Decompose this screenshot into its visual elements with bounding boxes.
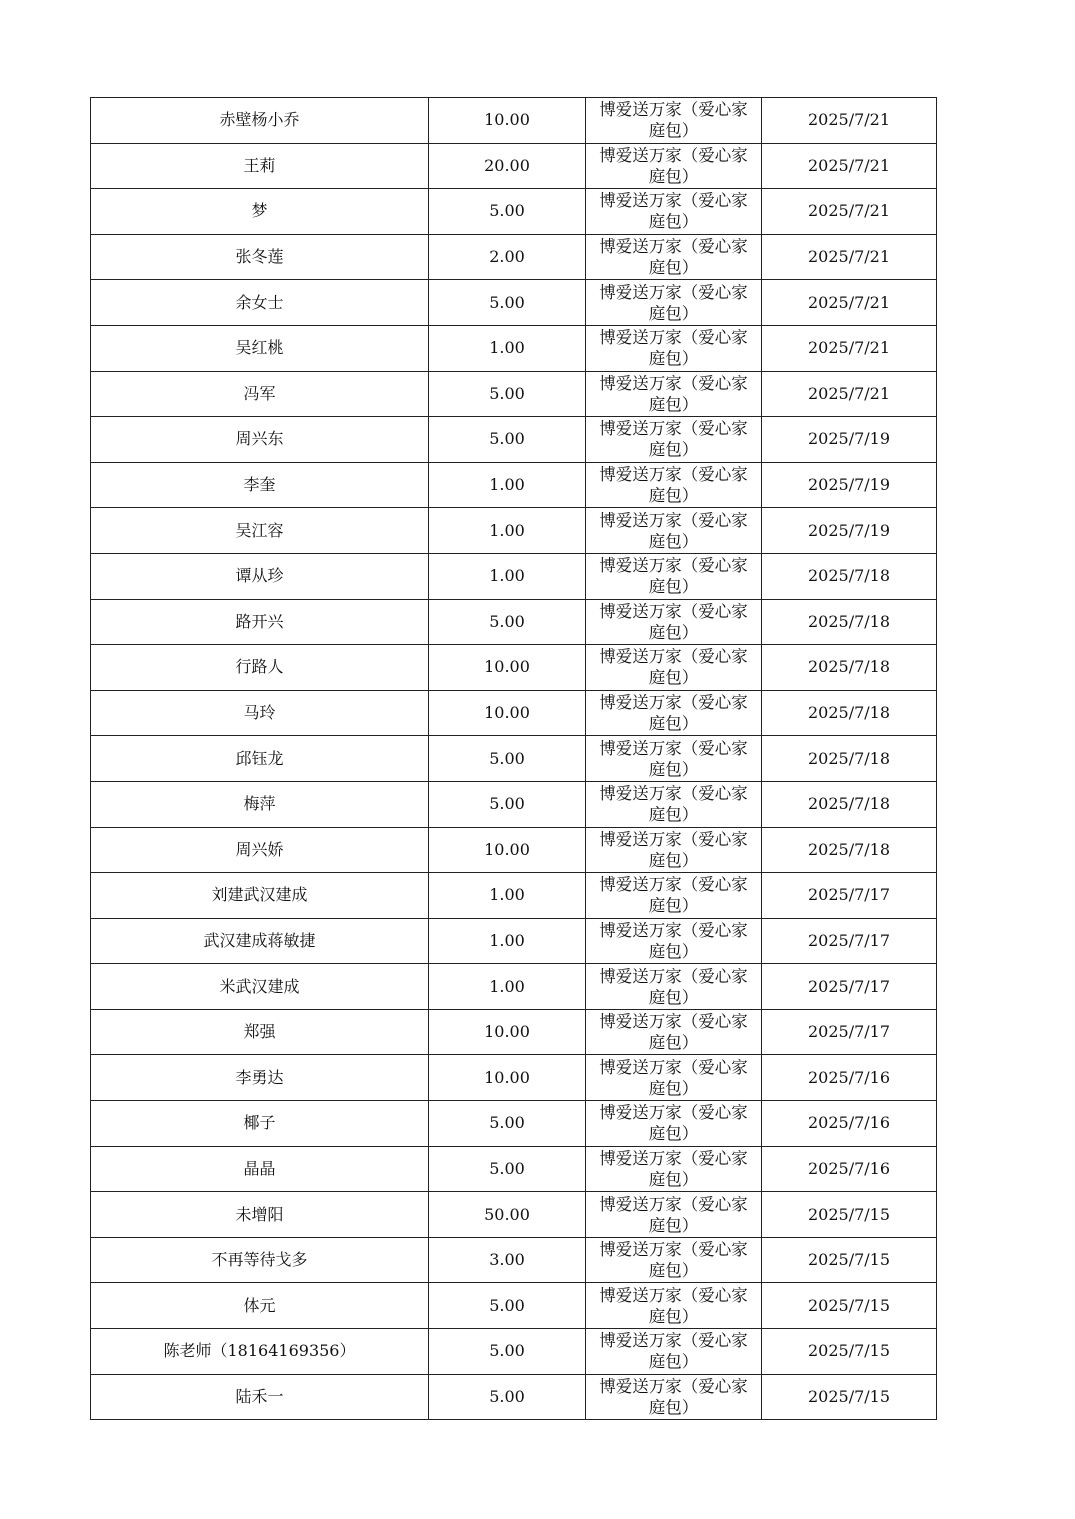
amount-cell: 5.00 xyxy=(429,371,586,417)
project-cell xyxy=(586,1374,762,1420)
date-cell: 2025/7/18 xyxy=(762,690,937,736)
amount-cell: 1.00 xyxy=(429,462,586,508)
date-cell: 2025/7/18 xyxy=(762,645,937,691)
project-line-2: 庭包） xyxy=(648,805,699,825)
project-line-2: 庭包） xyxy=(648,759,699,779)
table-row xyxy=(91,143,937,189)
date-cell: 2025/7/17 xyxy=(762,873,937,919)
project-line-2: 庭包） xyxy=(648,1078,699,1098)
table-row xyxy=(91,417,937,463)
table-row xyxy=(91,873,937,919)
project-line-2: 庭包） xyxy=(648,440,699,460)
donor-name-cell: 谭从珍 xyxy=(91,553,429,599)
donor-name-cell: 路开兴 xyxy=(91,599,429,645)
project-line-2: 庭包） xyxy=(648,258,699,278)
project-cell xyxy=(586,827,762,873)
amount-cell: 10.00 xyxy=(429,1055,586,1101)
amount-cell: 5.00 xyxy=(429,1146,586,1192)
project-line-1: 博爱送万家（爱心家 xyxy=(599,1148,748,1168)
project-line-1: 博爱送万家（爱心家 xyxy=(599,1285,748,1305)
date-cell: 2025/7/21 xyxy=(762,280,937,326)
project-line-2: 庭包） xyxy=(648,166,699,186)
table-row xyxy=(91,462,937,508)
project-line-2: 庭包） xyxy=(648,1261,699,1281)
donor-name-cell: 周兴娇 xyxy=(91,827,429,873)
table-row xyxy=(91,1055,937,1101)
donor-name-cell: 晶晶 xyxy=(91,1146,429,1192)
project-line-2: 庭包） xyxy=(648,1169,699,1189)
date-cell: 2025/7/16 xyxy=(762,1055,937,1101)
table-row xyxy=(91,599,937,645)
table-row xyxy=(91,553,937,599)
donor-name-cell: 不再等待戈多 xyxy=(91,1237,429,1283)
project-line-1: 博爱送万家（爱心家 xyxy=(599,237,748,257)
project-cell xyxy=(586,690,762,736)
amount-cell: 1.00 xyxy=(429,508,586,554)
date-cell: 2025/7/15 xyxy=(762,1192,937,1238)
project-cell xyxy=(586,1009,762,1055)
donation-table xyxy=(90,97,937,1420)
date-cell: 2025/7/21 xyxy=(762,98,937,144)
donor-name-cell: 体元 xyxy=(91,1283,429,1329)
table-row xyxy=(91,645,937,691)
date-cell: 2025/7/19 xyxy=(762,462,937,508)
donor-name-cell: 未增阳 xyxy=(91,1192,429,1238)
table-row xyxy=(91,1192,937,1238)
amount-cell: 1.00 xyxy=(429,553,586,599)
project-line-1: 博爱送万家（爱心家 xyxy=(599,556,748,576)
donor-name-cell: 吴红桃 xyxy=(91,325,429,371)
project-cell xyxy=(586,371,762,417)
project-cell xyxy=(586,599,762,645)
date-cell: 2025/7/21 xyxy=(762,325,937,371)
amount-cell: 1.00 xyxy=(429,325,586,371)
project-line-1: 博爱送万家（爱心家 xyxy=(599,1057,748,1077)
amount-cell: 1.00 xyxy=(429,873,586,919)
table-row xyxy=(91,1009,937,1055)
project-line-2: 庭包） xyxy=(648,394,699,414)
project-line-1: 博爱送万家（爱心家 xyxy=(599,419,748,439)
donor-name-cell: 梅萍 xyxy=(91,781,429,827)
project-line-2: 庭包） xyxy=(648,303,699,323)
date-cell: 2025/7/17 xyxy=(762,1009,937,1055)
project-line-1: 博爱送万家（爱心家 xyxy=(599,328,748,348)
project-line-2: 庭包） xyxy=(648,121,699,141)
table-row xyxy=(91,325,937,371)
date-cell: 2025/7/18 xyxy=(762,827,937,873)
project-cell xyxy=(586,1329,762,1375)
donor-name-cell: 马玲 xyxy=(91,690,429,736)
table-row xyxy=(91,189,937,235)
date-cell: 2025/7/18 xyxy=(762,736,937,782)
donor-name-cell: 余女士 xyxy=(91,280,429,326)
donor-name-cell: 刘建武汉建成 xyxy=(91,873,429,919)
donation-table-body xyxy=(91,98,937,1420)
project-line-1: 博爱送万家（爱心家 xyxy=(599,282,748,302)
amount-cell: 5.00 xyxy=(429,1329,586,1375)
project-line-2: 庭包） xyxy=(648,1033,699,1053)
date-cell: 2025/7/16 xyxy=(762,1146,937,1192)
project-line-1: 博爱送万家（爱心家 xyxy=(599,920,748,940)
project-cell xyxy=(586,1055,762,1101)
date-cell: 2025/7/21 xyxy=(762,234,937,280)
project-cell xyxy=(586,873,762,919)
amount-cell: 3.00 xyxy=(429,1237,586,1283)
amount-cell: 5.00 xyxy=(429,1101,586,1147)
project-cell xyxy=(586,325,762,371)
project-line-1: 博爱送万家（爱心家 xyxy=(599,465,748,485)
amount-cell: 20.00 xyxy=(429,143,586,189)
project-cell xyxy=(586,553,762,599)
project-line-1: 博爱送万家（爱心家 xyxy=(599,1194,748,1214)
date-cell: 2025/7/18 xyxy=(762,553,937,599)
donor-name-cell: 赤壁杨小乔 xyxy=(91,98,429,144)
project-line-2: 庭包） xyxy=(648,896,699,916)
date-cell: 2025/7/18 xyxy=(762,599,937,645)
project-line-1: 博爱送万家（爱心家 xyxy=(599,191,748,211)
donor-name-cell: 李勇达 xyxy=(91,1055,429,1101)
project-line-1: 博爱送万家（爱心家 xyxy=(599,145,748,165)
project-line-1: 博爱送万家（爱心家 xyxy=(599,784,748,804)
donor-name-cell: 邱钰龙 xyxy=(91,736,429,782)
table-row xyxy=(91,1283,937,1329)
amount-cell: 10.00 xyxy=(429,1009,586,1055)
project-line-2: 庭包） xyxy=(648,486,699,506)
project-line-2: 庭包） xyxy=(648,1124,699,1144)
project-line-2: 庭包） xyxy=(648,1352,699,1372)
project-line-2: 庭包） xyxy=(648,714,699,734)
donor-name-cell: 米武汉建成 xyxy=(91,964,429,1010)
project-cell xyxy=(586,1192,762,1238)
date-cell: 2025/7/17 xyxy=(762,918,937,964)
donor-name-cell: 梦 xyxy=(91,189,429,235)
date-cell: 2025/7/17 xyxy=(762,964,937,1010)
table-row xyxy=(91,234,937,280)
project-line-1: 博爱送万家（爱心家 xyxy=(599,693,748,713)
project-line-2: 庭包） xyxy=(648,941,699,961)
amount-cell: 5.00 xyxy=(429,189,586,235)
donor-name-cell: 武汉建成蒋敏捷 xyxy=(91,918,429,964)
project-line-2: 庭包） xyxy=(648,668,699,688)
amount-cell: 2.00 xyxy=(429,234,586,280)
donor-name-cell: 陈老师（18164169356） xyxy=(91,1329,429,1375)
project-line-1: 博爱送万家（爱心家 xyxy=(599,1376,748,1396)
amount-cell: 5.00 xyxy=(429,781,586,827)
amount-cell: 5.00 xyxy=(429,280,586,326)
table-row xyxy=(91,918,937,964)
project-line-1: 博爱送万家（爱心家 xyxy=(599,1103,748,1123)
amount-cell: 5.00 xyxy=(429,1374,586,1420)
date-cell: 2025/7/15 xyxy=(762,1237,937,1283)
date-cell: 2025/7/15 xyxy=(762,1329,937,1375)
table-row xyxy=(91,1146,937,1192)
table-row xyxy=(91,690,937,736)
project-line-2: 庭包） xyxy=(648,1215,699,1235)
project-line-1: 博爱送万家（爱心家 xyxy=(599,966,748,986)
amount-cell: 10.00 xyxy=(429,98,586,144)
amount-cell: 5.00 xyxy=(429,599,586,645)
project-cell xyxy=(586,143,762,189)
donor-name-cell: 椰子 xyxy=(91,1101,429,1147)
project-line-1: 博爱送万家（爱心家 xyxy=(599,875,748,895)
donor-name-cell: 王莉 xyxy=(91,143,429,189)
table-row xyxy=(91,736,937,782)
amount-cell: 1.00 xyxy=(429,918,586,964)
project-line-2: 庭包） xyxy=(648,1306,699,1326)
project-cell xyxy=(586,98,762,144)
table-row xyxy=(91,1329,937,1375)
project-line-1: 博爱送万家（爱心家 xyxy=(599,829,748,849)
project-line-1: 博爱送万家（爱心家 xyxy=(599,1331,748,1351)
project-line-2: 庭包） xyxy=(648,577,699,597)
table-row xyxy=(91,280,937,326)
project-cell xyxy=(586,189,762,235)
date-cell: 2025/7/15 xyxy=(762,1283,937,1329)
project-cell xyxy=(586,234,762,280)
amount-cell: 1.00 xyxy=(429,964,586,1010)
donor-name-cell: 吴江容 xyxy=(91,508,429,554)
table-row xyxy=(91,508,937,554)
project-line-2: 庭包） xyxy=(648,850,699,870)
donor-name-cell: 张冬莲 xyxy=(91,234,429,280)
table-row xyxy=(91,1237,937,1283)
donor-name-cell: 陆禾一 xyxy=(91,1374,429,1420)
amount-cell: 10.00 xyxy=(429,827,586,873)
project-cell xyxy=(586,1146,762,1192)
donor-name-cell: 李奎 xyxy=(91,462,429,508)
table-row xyxy=(91,781,937,827)
date-cell: 2025/7/21 xyxy=(762,143,937,189)
project-line-1: 博爱送万家（爱心家 xyxy=(599,1012,748,1032)
project-line-2: 庭包） xyxy=(648,1397,699,1417)
donor-name-cell: 行路人 xyxy=(91,645,429,691)
date-cell: 2025/7/21 xyxy=(762,371,937,417)
project-cell xyxy=(586,1101,762,1147)
table-row xyxy=(91,964,937,1010)
project-line-1: 博爱送万家（爱心家 xyxy=(599,738,748,758)
project-cell xyxy=(586,508,762,554)
project-line-1: 博爱送万家（爱心家 xyxy=(599,1240,748,1260)
project-line-1: 博爱送万家（爱心家 xyxy=(599,373,748,393)
project-cell xyxy=(586,1283,762,1329)
donor-name-cell: 郑强 xyxy=(91,1009,429,1055)
project-line-2: 庭包） xyxy=(648,622,699,642)
project-cell xyxy=(586,280,762,326)
project-cell xyxy=(586,462,762,508)
project-cell xyxy=(586,645,762,691)
project-cell xyxy=(586,964,762,1010)
project-cell xyxy=(586,918,762,964)
project-cell xyxy=(586,736,762,782)
project-line-1: 博爱送万家（爱心家 xyxy=(599,510,748,530)
date-cell: 2025/7/19 xyxy=(762,417,937,463)
project-line-2: 庭包） xyxy=(648,349,699,369)
project-cell xyxy=(586,1237,762,1283)
project-line-1: 博爱送万家（爱心家 xyxy=(599,647,748,667)
project-line-2: 庭包） xyxy=(648,987,699,1007)
project-line-2: 庭包） xyxy=(648,531,699,551)
amount-cell: 10.00 xyxy=(429,690,586,736)
donor-name-cell: 周兴东 xyxy=(91,417,429,463)
donor-name-cell: 冯军 xyxy=(91,371,429,417)
table-row xyxy=(91,1374,937,1420)
date-cell: 2025/7/19 xyxy=(762,508,937,554)
project-cell xyxy=(586,417,762,463)
table-row xyxy=(91,98,937,144)
amount-cell: 10.00 xyxy=(429,645,586,691)
amount-cell: 5.00 xyxy=(429,736,586,782)
table-row xyxy=(91,371,937,417)
date-cell: 2025/7/16 xyxy=(762,1101,937,1147)
table-row xyxy=(91,827,937,873)
table-row xyxy=(91,1101,937,1147)
date-cell: 2025/7/15 xyxy=(762,1374,937,1420)
amount-cell: 50.00 xyxy=(429,1192,586,1238)
amount-cell: 5.00 xyxy=(429,417,586,463)
project-cell xyxy=(586,781,762,827)
project-line-1: 博爱送万家（爱心家 xyxy=(599,100,748,120)
donation-table-container xyxy=(90,97,936,1420)
project-line-2: 庭包） xyxy=(648,212,699,232)
date-cell: 2025/7/18 xyxy=(762,781,937,827)
amount-cell: 5.00 xyxy=(429,1283,586,1329)
date-cell: 2025/7/21 xyxy=(762,189,937,235)
project-line-1: 博爱送万家（爱心家 xyxy=(599,601,748,621)
